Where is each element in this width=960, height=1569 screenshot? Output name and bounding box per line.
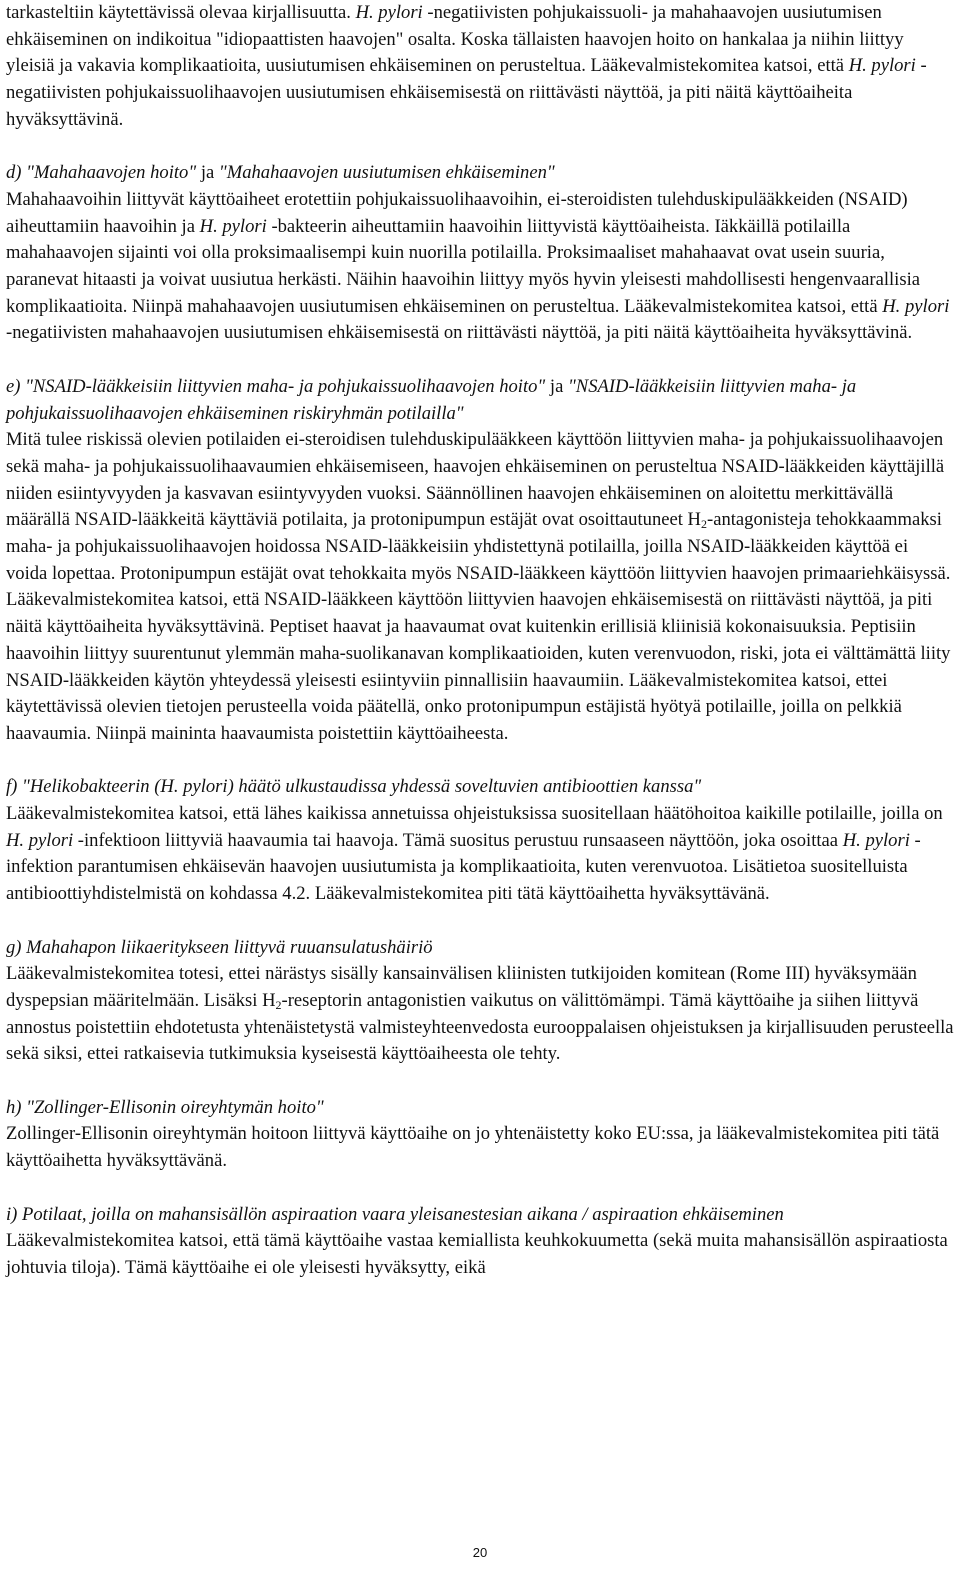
section-g-text-1: Lääkevalmistekomitea totesi, ettei närästys sisälly kansainvälisen kliinisten tutkijoiden komitean (Rome III) hyväksymään dyspepsian määritelmään. Lisäksi H (6, 963, 917, 1011)
section-d-title-a: d) "Mahahaavojen hoito" (6, 162, 197, 184)
section-d-title (6, 160, 954, 187)
section-e-title-b: "NSAID-lääkkeisiin liittyvien maha- ja pohjukaissuolihaavojen ehkäiseminen riskiryhmän potilailla" (6, 375, 857, 424)
section-e-title (6, 374, 954, 427)
section-f-body (6, 801, 954, 908)
section-e-title-a: e) "NSAID-lääkkeisiin liittyvien maha- ja pohjukaissuolihaavojen hoito" (6, 375, 546, 397)
section-d-body (6, 187, 954, 347)
paragraph-gap (6, 1175, 954, 1202)
section-f-title-text: f) "Helikobakteerin (H. pylori) häätö ulkustaudissa yhdessä soveltuvien antibioottien kanssa" (6, 776, 702, 798)
intro-hpylori-2: H. pylori (848, 55, 916, 77)
section-d-text-3: -negatiivisten mahahaavojen uusiutumisen ehkäisemisestä on riittävästi näyttöä, ja piti näitä käyttöaiheita hyväksyttävinä. (6, 322, 913, 344)
section-f-text-2: -infektioon liittyviä haavaumia tai haavoja. Tämä suositus perustuu runsaaseen näyttöön, joka osoittaa (77, 829, 839, 851)
section-d-text-1: Mahahaavoihin liittyvät käyttöaiheet erotettiin pohjukaissuolihaavoihin, ei-steroidisten tulehduskipulääkkeiden (NSAID) aiheuttamiin haavoihin ja (6, 188, 908, 237)
section-g-title-text: g) Mahahapon liikaeritykseen liittyvä ruuansulatushäiriö (6, 936, 433, 958)
page-number: 20 (472, 1545, 488, 1560)
section-e-text-2: -antagonisteja tehokkaammaksi maha- ja pohjukaissuolihaavojen hoidossa NSAID-lääkkeisiin yhdistettynä potilailla, joilla NSAID-lääkkeiden käyttöä ei voida lopettaa. Protonipumpun estäjät ovat tehokkaita myös NSAID-lääkkeen käyttöön liittyvien haavojen primaariehkäisyssä. Lääkevalmistekomitea katsoi, että NSAID-lääkkeen käyttöön liittyvien haavojen ehkäisemisestä on riittävästi näyttöä, ja piti näitä käyttöaiheita hyväksyttävinä. Peptiset haavat ja haavaumat ovat kuitenkin erillisiä kliinisiä kokonaisuuksia. Peptisiin haavoihin liittyy suurentunut ylemmän maha-suolikanavan komplikaatioiden, kuten verenvuodon, riski, jota ei välttämättä liity NSAID-lääkkeiden käytön yhteydessä yleisesti esiintyviin pinnallisiin haavaumiin. Lääkevalmistekomitea katsoi, ettei käytettävissä olevien tietojen perusteella voida päätellä, onko protonipumpun estäjistä hyötyä potilaille, joilla on pelkkiä haavaumia. Niinpä maininta haavaumista poistettiin käyttöaiheesta. (6, 509, 951, 744)
paragraph-gap (6, 748, 954, 775)
intro-text-3: -negatiivisten pohjukaissuolihaavojen uusiutumisen ehkäisemisestä on riittävästi näyttöä, ja piti näitä käyttöaiheita hyväksyttävinä. (6, 55, 927, 130)
paragraph-gap (6, 134, 954, 161)
intro-text-2: -negatiivisten pohjukaissuoli- ja mahahaavojen uusiutumisen ehkäiseminen on indikoitua "idiopaattisten haavojen" osalta. Koska tällaisten haavojen hoito on hankalaa ja niihin liittyy yleisiä ja vakavia komplikaatioita, uusiutumisen ehkäiseminen on perusteltua. Lääkevalmistekomitea katsoi, että (6, 2, 904, 77)
section-d-title-b: "Mahahaavojen uusiutumisen ehkäiseminen" (218, 162, 555, 184)
section-h-text: Zollinger-Ellisonin oireyhtymän hoitoon liittyvä käyttöaihe on jo yhtenäistetty koko EU:ssa, ja lääkevalmistekomitea piti tätä käyttöaihetta hyväksyttävänä. (6, 1123, 940, 1172)
section-i-title (6, 1202, 954, 1229)
section-f-hpylori-2: H. pylori (842, 829, 910, 851)
intro-paragraph (6, 0, 954, 134)
section-i-text: Lääkevalmistekomitea katsoi, että tämä käyttöaihe vastaa kemiallista keuhkokuumetta (sekä muita mahansisällön aspiraatiosta johtuvia tiloja). Tämä käyttöaihe ei ole yleisesti hyväksytty, eikä (6, 1230, 948, 1278)
section-h-title-text: h) "Zollinger-Ellisonin oireyhtymän hoito" (6, 1096, 324, 1118)
section-f-text-3: -infektion parantumisen ehkäisevän haavojen uusiutumista ja komplikaatioita, kuten verenvuotoa. Lisätietoa suositelluista antibioottiyhdistelmistä on kohdassa 4.2. Lääkevalmistekomitea piti tätä käyttöaihetta hyväksyttävänä. (6, 829, 921, 905)
section-g-body (6, 961, 954, 1068)
intro-text-1: tarkasteltiin käytettävissä olevaa kirjallisuutta. (6, 2, 351, 23)
paragraph-gap (6, 908, 954, 935)
section-h-body (6, 1121, 954, 1174)
section-f-hpylori-1: H. pylori (6, 829, 74, 851)
section-i-body (6, 1228, 954, 1281)
section-d-hpylori-2: H. pylori (882, 295, 950, 317)
section-i-title-text: i) Potilaat, joilla on mahansisällön aspiraation vaara yleisanestesian aikana / aspiraation ehkäiseminen (6, 1203, 784, 1225)
section-d-text-2: -bakteerin aiheuttamiin haavoihin liittyvistä käyttöaiheista. Iäkkäillä potilailla mahahaavojen sijainti voi olla proksimaalisempi kuin nuorilla potilailla. Proksimaaliset mahahaavat ovat usein suuria, paranevat hitaasti ja voivat uusiutua herkästi. Näihin haavoihin liittyy myös hyvin yleisesti mahdollisesti hengenvaarallisia komplikaatioita. Niinpä mahahaavojen uusiutumisen ehkäiseminen on perusteltua. Lääkevalmistekomitea katsoi, että (6, 215, 920, 317)
section-d-title-and: ja (200, 162, 215, 184)
section-h-title (6, 1095, 954, 1122)
section-e-body (6, 427, 954, 747)
section-e-text-1: Mitä tulee riskissä olevien potilaiden ei-steroidisen tulehduskipulääkkeen käyttöön liittyvien maha- ja pohjukaissuolihaavojen sekä maha- ja pohjukaissuolihaavaumien ehkäisemiseen, haavojen ehkäiseminen on perusteltua NSAID-lääkkeiden käyttäjillä niiden esiintyvyyden ja kasvavan esiintyvyyden vuoksi. Säännöllinen haavojen ehkäiseminen on aloitettu merkittävällä määrällä NSAID-lääkkeitä käyttäviä potilaita, ja protonipumpun estäjät ovat osoittautuneet H (6, 429, 945, 531)
document-page (6, 0, 954, 1569)
paragraph-gap (6, 347, 954, 374)
section-e-subscript: 2 (701, 517, 707, 532)
section-f-title (6, 774, 954, 801)
paragraph-gap (6, 1068, 954, 1095)
section-f-text-1: Lääkevalmistekomitea katsoi, että lähes kaikissa annetuissa ohjeistuksissa suositellaan häätöhoitoa kaikille potilaille, joilla on (6, 803, 943, 825)
section-d-hpylori-1: H. pylori (199, 215, 267, 237)
section-g-title (6, 935, 954, 962)
section-g-subscript: 2 (275, 997, 282, 1012)
section-e-title-and: ja (549, 375, 564, 397)
section-g-text-2: -reseptorin antagonistien vaikutus on välittömämpi. Tämä käyttöaihe ja siihen liittyvä annostus poistettiin ehdotetusta yhtenäistetystä valmisteyhteenvedosta eurooppalaisen ohjeistuksen ja kirjallisuuden perusteella sekä siksi, ettei ratkaisevia tutkimuksia kyseisestä käyttöaiheesta ole tehty. (6, 989, 954, 1065)
intro-hpylori-1: H. pylori (355, 2, 423, 23)
